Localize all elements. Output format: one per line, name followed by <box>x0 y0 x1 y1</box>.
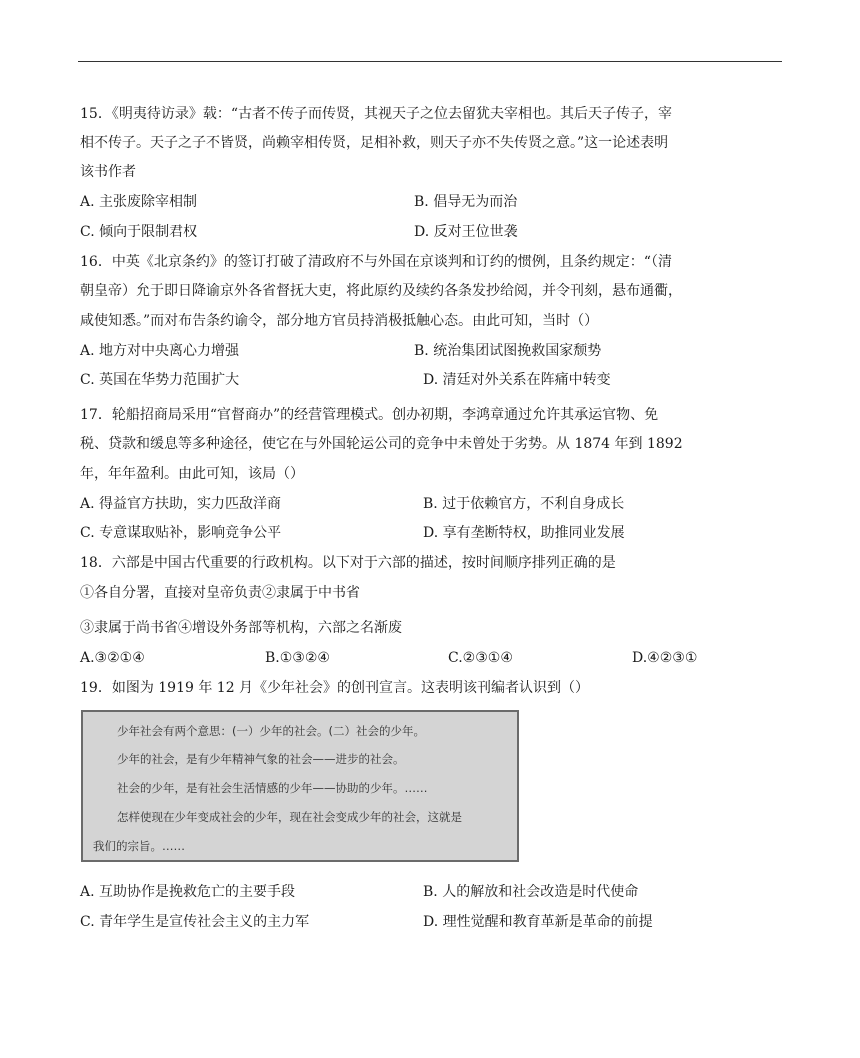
option-d: D. 反对王位世袭 <box>414 224 518 240</box>
question-text-line: ①各自分署，直接对皇帝负责②隶属于中书省 <box>80 585 360 601</box>
option-a: A. 地方对中央离心力增强 <box>80 343 240 359</box>
option-b: B. 倡导无为而治 <box>414 194 518 210</box>
option-c: C. 青年学生是宣传社会主义的主力军 <box>80 914 310 930</box>
manifesto-line: 少年社会有两个意思：(一）少年的社会。(二）社会的少年。 <box>117 724 425 738</box>
question-text-line: 15．《明夷待访录》载：“古者不传子而传贤，其视天子之位去留犹夫宰相也。其后天子传子，宰 <box>80 106 672 122</box>
header-rule <box>78 61 782 62</box>
question-text-line: 17．轮船招商局采用“官督商办”的经营管理模式。创办初期，李鸿章通过允许其承运官物、免 <box>80 407 659 423</box>
question-text-line: 16．中英《北京条约》的签订打破了清政府不与外国在京谈判和订约的惯例，且条约规定：“（清 <box>80 254 672 270</box>
question-text-line: 该书作者 <box>80 164 136 180</box>
option-d: D.④②③① <box>632 650 698 666</box>
option-a: A. 得益官方扶助，实力匹敌洋商 <box>80 496 282 512</box>
manifesto-line: 社会的少年，是有社会生活情感的少年——协助的少年。…… <box>117 781 428 795</box>
option-a: A. 主张废除宰相制 <box>80 194 198 210</box>
option-a: A. 互助协作是挽救危亡的主要手段 <box>80 884 296 900</box>
manifesto-line: 我们的宗旨。…… <box>93 839 185 853</box>
question-text-line: 咸使知悉。”而对布告条约谕令，部分地方官员持消极抵触心态。由此可知，当时（） <box>80 313 599 329</box>
option-c: C.②③①④ <box>448 650 513 666</box>
option-d: D. 享有垄断特权，助推同业发展 <box>423 525 625 541</box>
manifesto-image <box>81 710 519 862</box>
manifesto-line: 怎样使现在少年变成社会的少年，现在社会变成少年的社会，这就是 <box>117 810 462 824</box>
option-b: B. 统治集团试图挽救国家颓势 <box>414 343 602 359</box>
question-text-line: 朝皇帝）允于即日降谕京外各省督抚大吏，将此原约及续约各条发抄给阅，并令刊刻，悬布通衢， <box>80 283 682 299</box>
question-text-line: 相不传子。天子之子不皆贤，尚赖宰相传贤，足相补救，则天子亦不失传贤之意。”这一论述表明 <box>80 135 669 151</box>
question-text-line: ③隶属于尚书省④增设外务部等机构，六部之名渐废 <box>80 620 402 636</box>
option-b: B.①③②④ <box>265 650 330 666</box>
question-text-line: 税、贷款和缓息等多种途径，使它在与外国轮运公司的竞争中未曾处于劣势。从 1874 年到 1892 <box>80 436 683 452</box>
question-text-line: 18．六部是中国古代重要的行政机构。以下对于六部的描述，按时间顺序排列正确的是 <box>80 555 616 571</box>
option-a: A.③②①④ <box>80 650 145 666</box>
option-c: C. 专意谋取贴补，影响竞争公平 <box>80 525 282 541</box>
option-c: C. 英国在华势力范围扩大 <box>80 372 240 388</box>
option-b: B. 过于依赖官方，不利自身成长 <box>423 496 625 512</box>
manifesto-line: 少年的社会，是有少年精神气象的社会——进步的社会。 <box>117 752 405 766</box>
question-text-line: 19．如图为 1919 年 12 月《少年社会》的创刊宣言。这表明该刊编者认识到（） <box>80 680 590 696</box>
option-d: D. 理性觉醒和教育革新是革命的前提 <box>423 914 653 930</box>
question-text-line: 年，年年盈利。由此可知，该局（） <box>80 466 304 482</box>
option-d: D. 清廷对外关系在阵痛中转变 <box>423 372 611 388</box>
option-b: B. 人的解放和社会改造是时代使命 <box>423 884 639 900</box>
option-c: C. 倾向于限制君权 <box>80 224 198 240</box>
